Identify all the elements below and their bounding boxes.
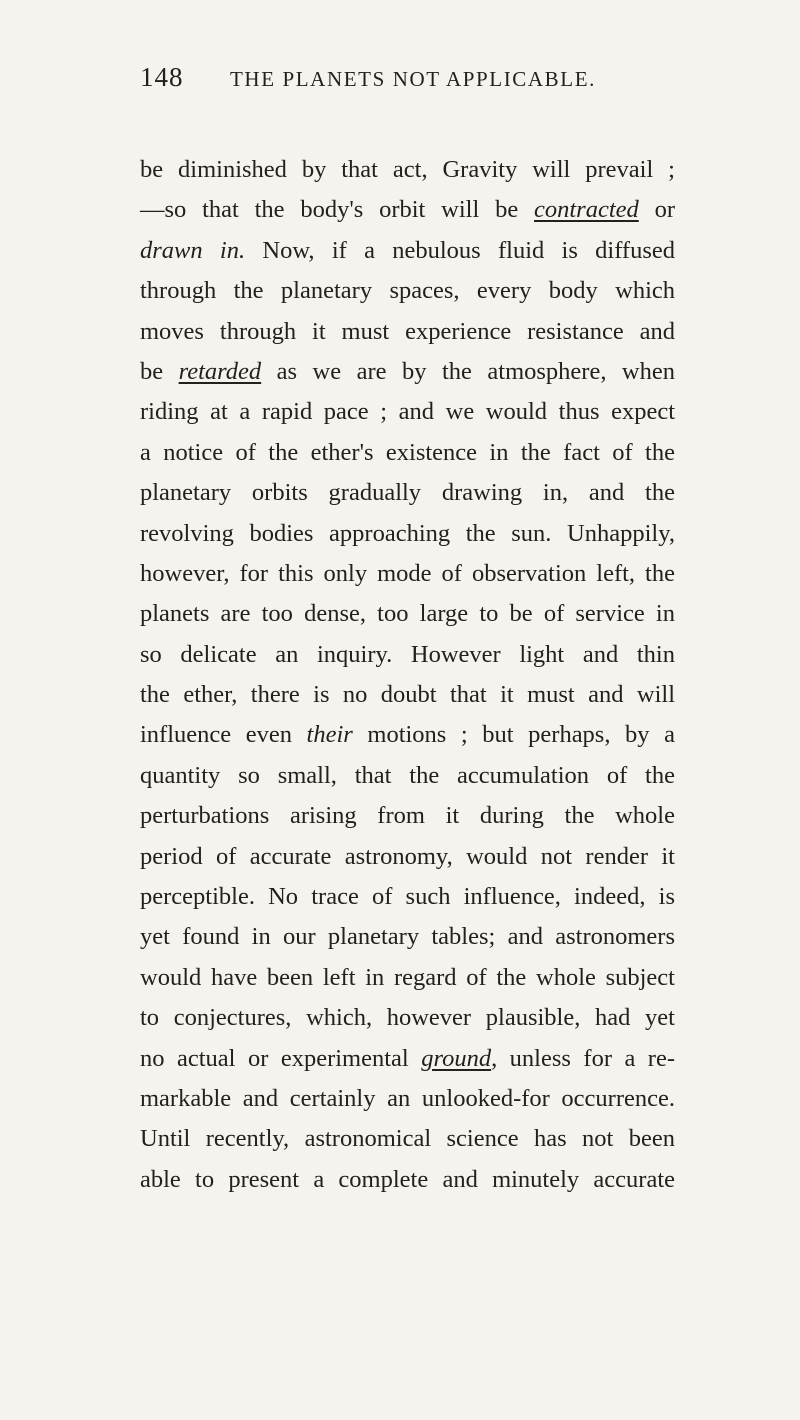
text-line: [140, 392, 675, 432]
text-line: [140, 998, 675, 1038]
emphasized-text: their: [306, 721, 353, 749]
text-run: quantity so small, that the accumulation of the: [140, 761, 675, 789]
text-line: [140, 877, 675, 917]
text-line: [140, 473, 675, 513]
text-run: the ether, there is no doubt that it must and will: [140, 681, 675, 709]
text-run: motions ; but perhaps, by a: [352, 721, 675, 749]
text-line: [140, 1079, 675, 1119]
text-run: Until recently, astronomical science has not been: [140, 1125, 675, 1153]
text-run: or: [638, 196, 675, 224]
text-line: [140, 635, 675, 675]
text-line: [140, 1039, 675, 1079]
running-head: [140, 62, 700, 102]
text-line: [140, 958, 675, 998]
text-line: [140, 352, 675, 392]
text-line: [140, 271, 675, 311]
running-title: THE PLANETS NOT APPLICABLE.: [230, 67, 596, 91]
text-run: through the planetary spaces, every body which: [140, 277, 675, 305]
page-number: 148: [140, 62, 184, 92]
text-line: [140, 796, 675, 836]
text-line: [140, 514, 675, 554]
text-run: period of accurate astronomy, would not render it: [140, 842, 675, 870]
text-line: [140, 1160, 675, 1200]
text-run: perceptible. No trace of such influence, indeed, is: [140, 883, 675, 911]
text-line: [140, 231, 675, 271]
text-run: planets are too dense, too large to be of service in: [140, 600, 675, 628]
text-run: no actual or experimental: [140, 1044, 422, 1072]
text-run: Now, if a nebulous fluid is diffused: [245, 236, 675, 264]
text-run: so delicate an inquiry. However light and thin: [140, 640, 675, 668]
emphasized-text: drawn in.: [140, 236, 246, 264]
text-line: [140, 554, 675, 594]
text-line: [140, 1119, 675, 1159]
text-run: revolving bodies approaching the sun. Unhappily,: [140, 519, 675, 547]
text-run: a notice of the ether's existence in the fact of the: [140, 438, 675, 466]
text-line: [140, 433, 675, 473]
text-run: influence even: [140, 721, 307, 749]
emphasized-text: contracted: [534, 196, 639, 224]
text-run: to conjectures, which, however plausible, had yet: [140, 1004, 675, 1032]
text-run: riding at a rapid pace ; and we would thus expect: [140, 398, 675, 426]
text-run: however, for this only mode of observation left, the: [140, 559, 675, 587]
text-run: as we are by the atmosphere, when: [261, 357, 675, 385]
text-run: perturbations arising from it during the whole: [140, 802, 675, 830]
text-run: be: [140, 357, 179, 385]
text-line: [140, 594, 675, 634]
text-run: planetary orbits gradually drawing in, and the: [140, 479, 675, 507]
text-line: [140, 150, 675, 190]
text-run: moves through it must experience resistance and: [140, 317, 675, 345]
text-run: be diminished by that act, Gravity will prevail ;: [140, 156, 675, 183]
emphasized-text: ground: [421, 1044, 492, 1072]
text-line: [140, 312, 675, 352]
text-line: [140, 715, 675, 755]
text-run: —so that the body's orbit will be: [140, 196, 534, 224]
text-run: markable and certainly an unlooked-for occurrence.: [140, 1084, 675, 1112]
text-line: [140, 190, 675, 230]
body-text: [140, 150, 675, 1200]
text-line: [140, 675, 675, 715]
text-line: [140, 756, 675, 796]
emphasized-text: retarded: [178, 357, 262, 385]
text-run: able to present a complete and minutely accurate: [140, 1165, 675, 1193]
text-run: would have been left in regard of the whole subject: [140, 963, 675, 991]
text-run: , unless for a re-: [491, 1044, 675, 1072]
text-run: yet found in our planetary tables; and astronomers: [140, 923, 675, 951]
text-line: [140, 837, 675, 877]
text-line: [140, 917, 675, 957]
